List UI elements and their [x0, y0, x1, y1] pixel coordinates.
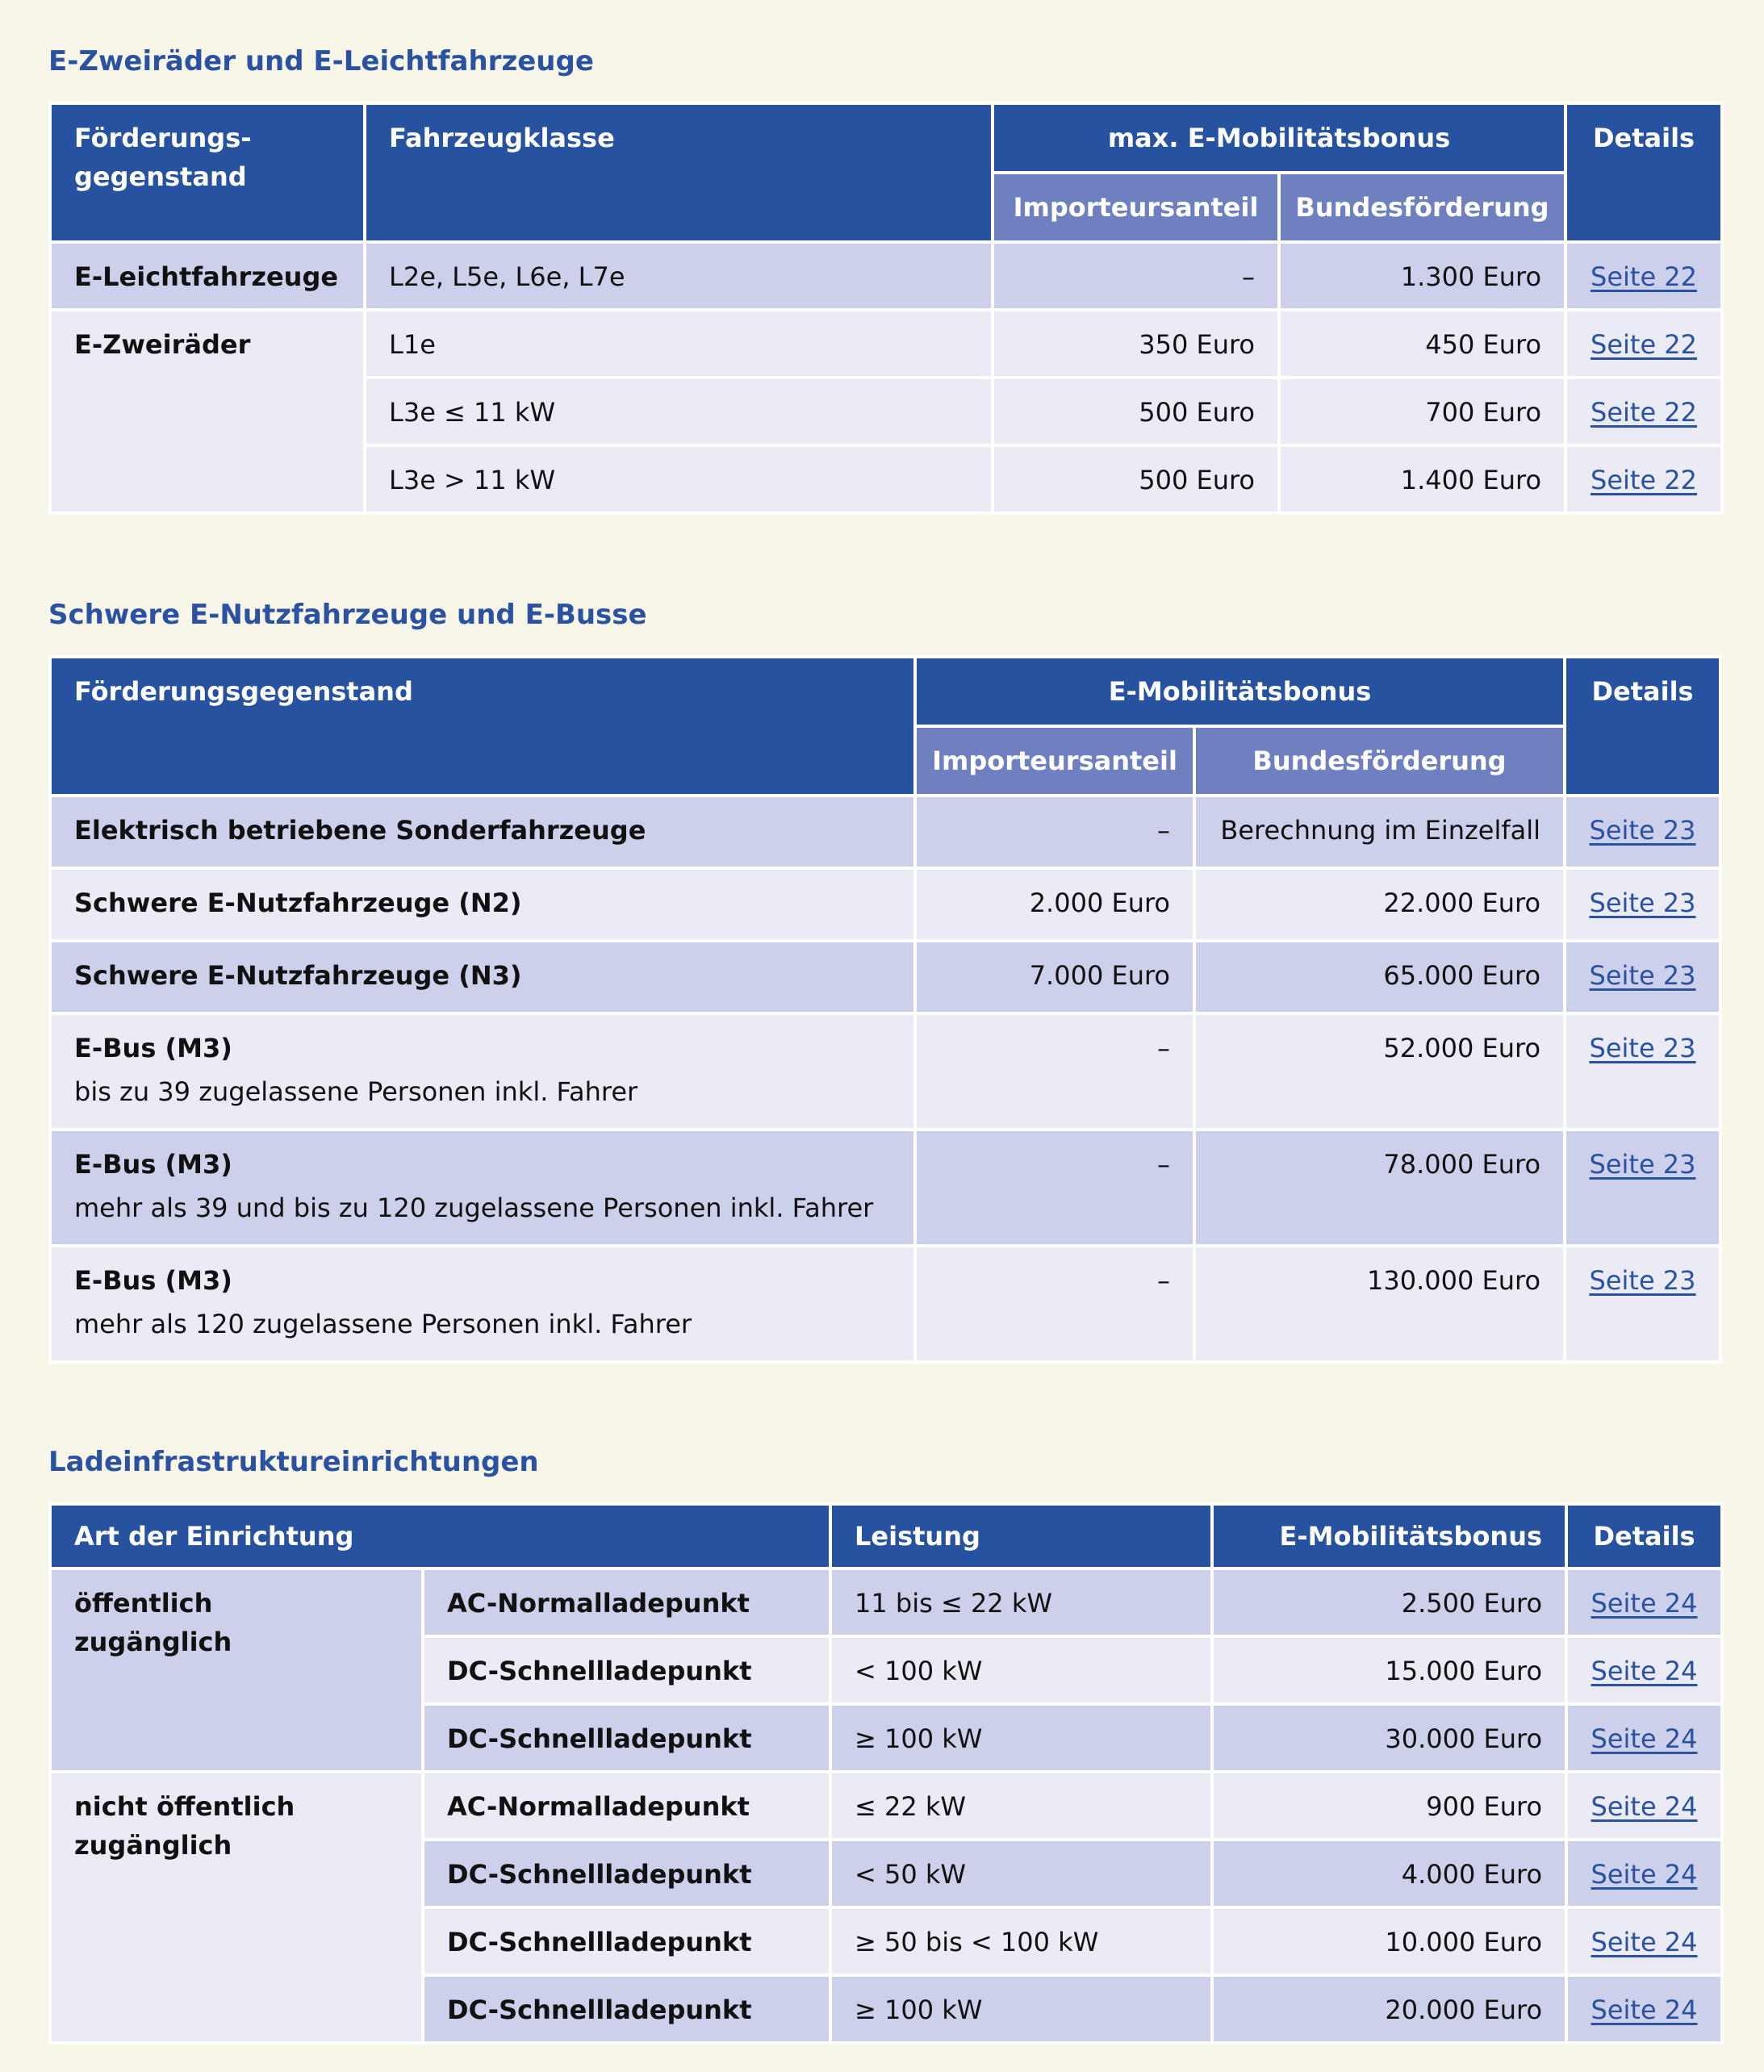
header-bonus: max. E-Mobilitätsbonus	[993, 103, 1565, 173]
cell-details	[1565, 378, 1722, 445]
table-row	[50, 1130, 1720, 1246]
cell-bund: 700 Euro	[1279, 378, 1565, 445]
cell-bund: 1.400 Euro	[1279, 445, 1565, 513]
cell-bund: 22.000 Euro	[1194, 868, 1565, 941]
details-link[interactable]: Seite 24	[1591, 1995, 1698, 2025]
cell-details	[1565, 941, 1720, 1013]
cell-importeur: –	[915, 1013, 1194, 1130]
cell-importeur: –	[915, 1246, 1194, 1362]
cell-leistung: 11 bis ≤ 22 kW	[830, 1569, 1212, 1636]
header-bonus: E-Mobilitätsbonus	[1212, 1504, 1566, 1569]
header-fahrzeugklasse: Fahrzeugklasse	[365, 103, 993, 242]
cell-leistung: ≤ 22 kW	[830, 1772, 1212, 1840]
row-note: mehr als 39 und bis zu 120 zugelassene Personen inkl. Fahrer	[74, 1193, 874, 1223]
details-link[interactable]: Seite 22	[1591, 329, 1698, 360]
cell-importeur: –	[915, 1130, 1194, 1246]
details-link[interactable]: Seite 24	[1591, 1791, 1698, 1822]
details-link[interactable]: Seite 24	[1591, 1927, 1698, 1957]
details-link[interactable]: Seite 23	[1589, 960, 1696, 991]
cell-bonus: 10.000 Euro	[1212, 1907, 1566, 1975]
details-link[interactable]: Seite 24	[1591, 1588, 1698, 1619]
details-link[interactable]: Seite 22	[1591, 465, 1698, 495]
cell-bund: Berechnung im Einzelfall	[1194, 796, 1565, 868]
group-label-line: nicht öffentlich	[74, 1791, 295, 1822]
table-row	[50, 1013, 1720, 1130]
cell-bund: 450 Euro	[1279, 310, 1565, 378]
cell-details	[1566, 1975, 1722, 2043]
cell-klasse: L1e	[365, 310, 993, 378]
cell-bonus: 2.500 Euro	[1212, 1569, 1566, 1636]
details-link[interactable]: Seite 23	[1589, 1265, 1696, 1296]
header-line: gegenstand	[74, 161, 247, 192]
header-details: Details	[1565, 103, 1722, 242]
table-row	[50, 1569, 1722, 1636]
cell-details	[1565, 796, 1720, 868]
row-title: E-Bus (M3)	[74, 1265, 232, 1296]
cell-gegenstand	[50, 1013, 915, 1130]
cell-bund: 65.000 Euro	[1194, 941, 1565, 1013]
cell-gegenstand	[50, 1246, 915, 1362]
cell-klasse: L3e > 11 kW	[365, 445, 993, 513]
table-row	[50, 1772, 1722, 1840]
cell-importeur: –	[915, 796, 1194, 868]
header-foerderungsgegenstand: Förderungsgegenstand	[50, 657, 915, 796]
cell-klasse: L3e ≤ 11 kW	[365, 378, 993, 445]
header-leistung: Leistung	[830, 1504, 1212, 1569]
cell-gegenstand	[50, 1130, 915, 1246]
group-label-nicht-oeffentlich	[50, 1772, 423, 2043]
cell-importeur: 350 Euro	[993, 310, 1279, 378]
cell-importeur: 2.000 Euro	[915, 868, 1194, 941]
header-bonus: E-Mobilitätsbonus	[915, 657, 1565, 726]
cell-gegenstand: Schwere E-Nutzfahrzeuge (N3)	[50, 941, 915, 1013]
header-line: Förderungs-	[74, 123, 252, 153]
cell-importeur: 500 Euro	[993, 445, 1279, 513]
table-row	[50, 310, 1722, 378]
row-title: E-Bus (M3)	[74, 1149, 232, 1180]
details-link[interactable]: Seite 24	[1591, 1859, 1698, 1890]
cell-importeur: 7.000 Euro	[915, 941, 1194, 1013]
cell-details	[1565, 1013, 1720, 1130]
table-row	[50, 242, 1722, 310]
section-title-ladeinfrastruktur: Ladeinfrastruktureinrichtungen	[48, 1446, 539, 1478]
cell-bonus: 4.000 Euro	[1212, 1840, 1566, 1907]
cell-typ: AC-Normalladepunkt	[423, 1569, 830, 1636]
cell-bund: 1.300 Euro	[1279, 242, 1565, 310]
cell-gegenstand: Schwere E-Nutzfahrzeuge (N2)	[50, 868, 915, 941]
group-label-line: zugänglich	[74, 1830, 232, 1861]
header-importeursanteil: Importeursanteil	[915, 726, 1194, 796]
cell-details	[1565, 1246, 1720, 1362]
cell-leistung: < 100 kW	[830, 1636, 1212, 1704]
cell-gegenstand: E-Zweiräder	[50, 310, 365, 513]
row-note: mehr als 120 zugelassene Personen inkl. Fahrer	[74, 1309, 692, 1339]
cell-details	[1565, 445, 1722, 513]
details-link[interactable]: Seite 23	[1589, 888, 1696, 918]
header-bundesfoerderung: Bundesförderung	[1194, 726, 1565, 796]
cell-bund: 130.000 Euro	[1194, 1246, 1565, 1362]
cell-typ: DC-Schnellladepunkt	[423, 1636, 830, 1704]
cell-typ: DC-Schnellladepunkt	[423, 1704, 830, 1772]
cell-details	[1565, 242, 1722, 310]
details-link[interactable]: Seite 24	[1591, 1656, 1698, 1686]
cell-details	[1566, 1840, 1722, 1907]
cell-gegenstand: E-Leichtfahrzeuge	[50, 242, 365, 310]
cell-leistung: < 50 kW	[830, 1840, 1212, 1907]
cell-bonus: 20.000 Euro	[1212, 1975, 1566, 2043]
cell-leistung: ≥ 100 kW	[830, 1704, 1212, 1772]
cell-leistung: ≥ 50 bis < 100 kW	[830, 1907, 1212, 1975]
details-link[interactable]: Seite 22	[1591, 397, 1698, 428]
details-link[interactable]: Seite 23	[1589, 1033, 1696, 1063]
table-nutzfahrzeuge	[48, 655, 1722, 1364]
header-foerderungsgegenstand	[50, 103, 365, 242]
details-link[interactable]: Seite 23	[1589, 1149, 1696, 1180]
cell-details	[1566, 1772, 1722, 1840]
details-link[interactable]: Seite 23	[1589, 815, 1696, 846]
cell-importeur: –	[993, 242, 1279, 310]
details-link[interactable]: Seite 24	[1591, 1723, 1698, 1754]
table-row	[50, 868, 1720, 941]
cell-bonus: 900 Euro	[1212, 1772, 1566, 1840]
cell-typ: AC-Normalladepunkt	[423, 1772, 830, 1840]
cell-importeur: 500 Euro	[993, 378, 1279, 445]
cell-klasse: L2e, L5e, L6e, L7e	[365, 242, 993, 310]
cell-leistung: ≥ 100 kW	[830, 1975, 1212, 2043]
cell-details	[1566, 1907, 1722, 1975]
cell-bonus: 30.000 Euro	[1212, 1704, 1566, 1772]
group-label-oeffentlich	[50, 1569, 423, 1772]
cell-typ: DC-Schnellladepunkt	[423, 1975, 830, 2043]
section-title-zweiraeder: E-Zweiräder und E-Leichtfahrzeuge	[48, 45, 594, 77]
row-note: bis zu 39 zugelassene Personen inkl. Fahrer	[74, 1076, 638, 1107]
table-row	[50, 1246, 1720, 1362]
cell-bonus: 15.000 Euro	[1212, 1636, 1566, 1704]
cell-typ: DC-Schnellladepunkt	[423, 1907, 830, 1975]
header-art: Art der Einrichtung	[50, 1504, 830, 1569]
header-details: Details	[1566, 1504, 1722, 1569]
table-ladeinfrastruktur	[48, 1502, 1724, 2045]
cell-details	[1565, 1130, 1720, 1246]
cell-details	[1565, 310, 1722, 378]
group-label-line: zugänglich	[74, 1627, 232, 1657]
section-title-nutzfahrzeuge: Schwere E-Nutzfahrzeuge und E-Busse	[48, 599, 647, 631]
group-label-line: öffentlich	[74, 1588, 213, 1619]
row-title: E-Bus (M3)	[74, 1033, 232, 1063]
cell-bund: 52.000 Euro	[1194, 1013, 1565, 1130]
cell-bund: 78.000 Euro	[1194, 1130, 1565, 1246]
cell-typ: DC-Schnellladepunkt	[423, 1840, 830, 1907]
cell-gegenstand: Elektrisch betriebene Sonderfahrzeuge	[50, 796, 915, 868]
details-link[interactable]: Seite 22	[1591, 261, 1698, 292]
header-details: Details	[1565, 657, 1720, 796]
cell-details	[1566, 1636, 1722, 1704]
table-zweiraeder	[48, 102, 1724, 515]
cell-details	[1566, 1569, 1722, 1636]
table-row	[50, 941, 1720, 1013]
table-row	[50, 796, 1720, 868]
cell-details	[1565, 868, 1720, 941]
header-bundesfoerderung: Bundesförderung	[1279, 173, 1565, 242]
header-importeursanteil: Importeursanteil	[993, 173, 1279, 242]
cell-details	[1566, 1704, 1722, 1772]
